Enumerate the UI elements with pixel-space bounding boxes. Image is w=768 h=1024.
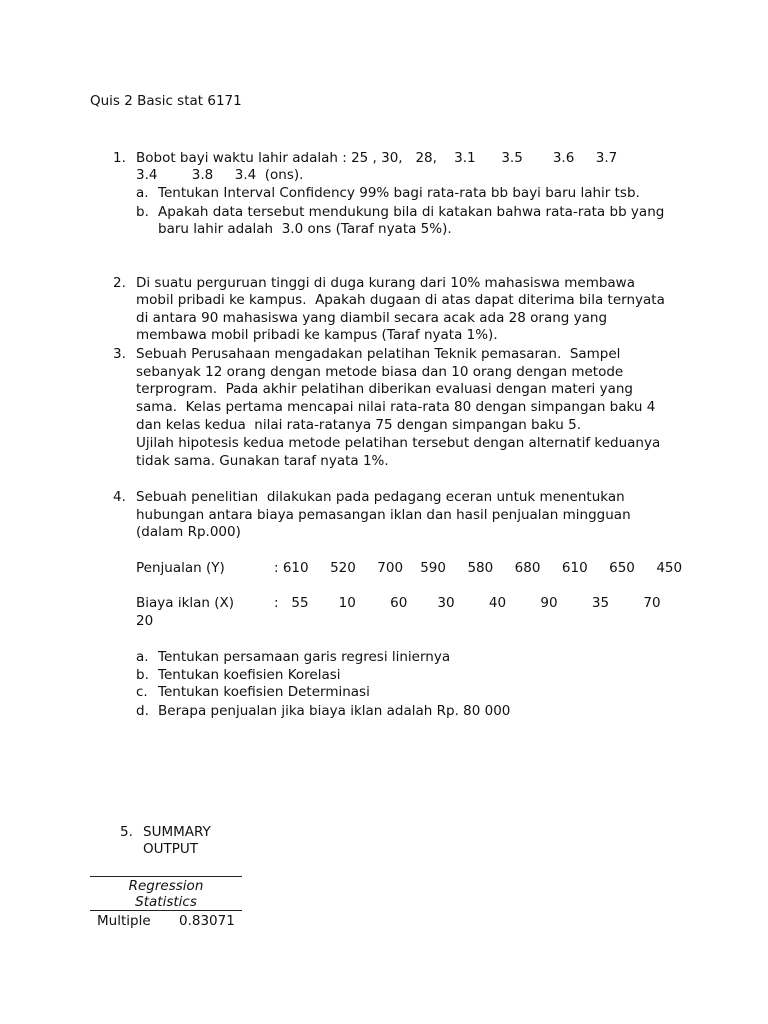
question-text: sama. Kelas pertama mencapai nilai rata-rata 80 dengan simpangan baku 4 — [136, 399, 656, 415]
table-header: Regression — [128, 878, 204, 894]
question-text: Sebuah penelitian dilakukan pada pedagang eceran untuk menentukan — [136, 489, 625, 505]
sub-item-text: Apakah data tersebut mendukung bila di katakan bahwa rata-rata bb yang — [158, 204, 665, 220]
sub-item-text: Tentukan persamaan garis regresi liniernya — [158, 649, 451, 665]
question-text: SUMMARY — [143, 824, 211, 840]
table-row-label: Multiple — [97, 913, 151, 929]
sub-item-letter: a. — [136, 649, 149, 665]
question-text: Di suatu perguruan tinggi di duga kurang dari 10% mahasiswa membawa — [136, 275, 635, 291]
sub-item-text: baru lahir adalah 3.0 ons (Taraf nyata 5%). — [158, 221, 452, 237]
question-text: tidak sama. Gunakan taraf nyata 1%. — [136, 453, 389, 469]
sub-item-letter: c. — [136, 684, 148, 700]
question-text: Ujilah hipotesis kedua metode pelatihan tersebut dengan alternatif keduanya — [136, 435, 661, 451]
question-text: hubungan antara biaya pemasangan iklan dan hasil penjualan mingguan — [136, 507, 631, 523]
biaya-label: Biaya iklan (X) — [136, 595, 235, 611]
question-text: terprogram. Pada akhir pelatihan diberikan evaluasi dengan materi yang — [136, 381, 633, 397]
table-header: Statistics — [135, 894, 197, 910]
table-header-rule — [90, 910, 242, 911]
table-top-rule — [90, 876, 242, 877]
sub-item-letter: b. — [136, 204, 149, 220]
question-text: Sebuah Perusahaan mengadakan pelatihan Teknik pemasaran. Sampel — [136, 346, 621, 362]
question-number: 1. — [113, 150, 126, 166]
question-text: sebanyak 12 orang dengan metode biasa dan 10 orang dengan metode — [136, 364, 624, 380]
table-row-value: 0.83071 — [179, 913, 235, 929]
question-number: 2. — [113, 275, 126, 291]
biaya-values-wrap: 20 — [136, 613, 154, 629]
question-number: 4. — [113, 489, 126, 505]
question-text: (dalam Rp.000) — [136, 524, 241, 540]
sub-item-text: Tentukan koefisien Determinasi — [158, 684, 370, 700]
sub-item-text: Tentukan Interval Confidency 99% bagi rata-rata bb bayi baru lahir tsb. — [158, 185, 640, 201]
sub-item-letter: a. — [136, 185, 149, 201]
question-text: Bobot bayi waktu lahir adalah : 25 , 30, 28, 3.1 3.5 3.6 3.7 — [136, 150, 618, 166]
penjualan-values: : 610 520 700 590 580 680 610 650 450 — [274, 560, 683, 576]
question-text: OUTPUT — [143, 841, 199, 857]
sub-item-letter: b. — [136, 667, 149, 683]
question-text: dan kelas kedua nilai rata-ratanya 75 dengan simpangan baku 5. — [136, 417, 582, 433]
page-title: Quis 2 Basic stat 6171 — [90, 93, 242, 109]
sub-item-text: Berapa penjualan jika biaya iklan adalah Rp. 80 000 — [158, 703, 511, 719]
question-number: 3. — [113, 346, 126, 362]
question-number: 5. — [120, 824, 133, 840]
question-text: di antara 90 mahasiswa yang diambil secara acak ada 28 orang yang — [136, 310, 608, 326]
question-text: 3.4 3.8 3.4 (ons). — [136, 167, 304, 183]
sub-item-letter: d. — [136, 703, 149, 719]
question-text: membawa mobil pribadi ke kampus (Taraf nyata 1%). — [136, 327, 498, 343]
question-text: mobil pribadi ke kampus. Apakah dugaan di atas dapat diterima bila ternyata — [136, 292, 665, 308]
penjualan-label: Penjualan (Y) — [136, 560, 225, 576]
biaya-values: : 55 10 60 30 40 90 35 70 — [274, 595, 661, 611]
sub-item-text: Tentukan koefisien Korelasi — [158, 667, 341, 683]
